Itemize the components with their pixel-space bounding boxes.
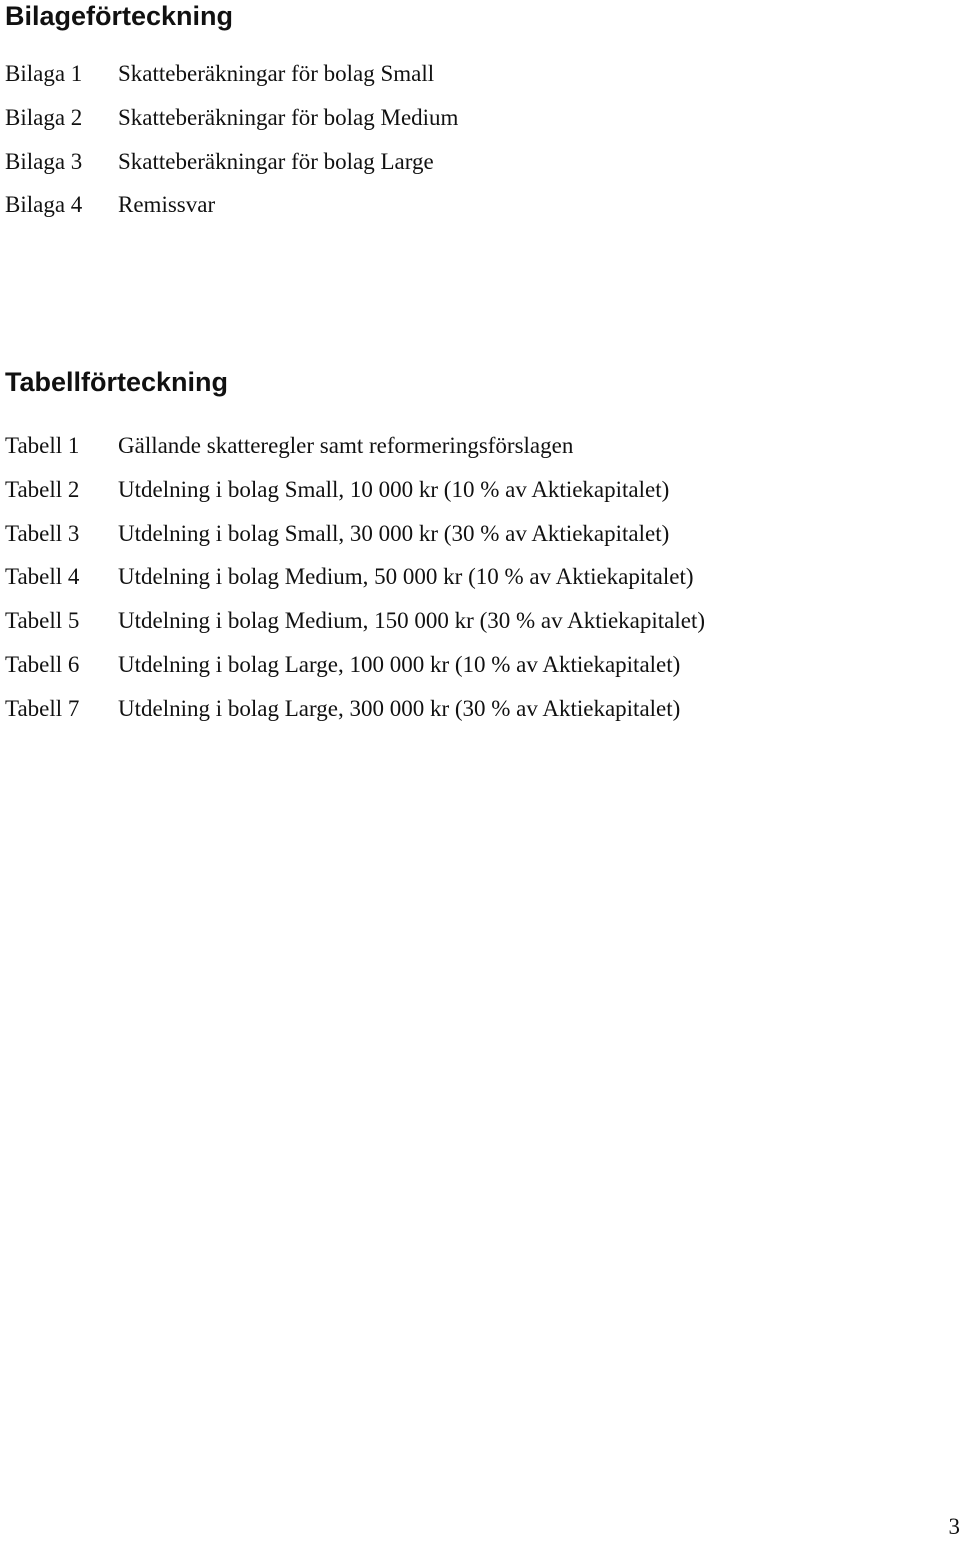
tabell-row bbox=[5, 693, 705, 737]
tabell-label: Tabell 4 bbox=[5, 564, 80, 590]
tabell-title: Utdelning i bolag Small, 10 000 kr (10 % av Aktiekapitalet) bbox=[118, 476, 670, 502]
bilaga-title: Skatteberäkningar för bolag Large bbox=[118, 148, 434, 174]
bilaga-title: Remissvar bbox=[118, 192, 216, 218]
tabell-row bbox=[5, 605, 705, 649]
bilaga-title: Skatteberäkningar för bolag Small bbox=[118, 61, 435, 86]
tabell-label: Tabell 3 bbox=[5, 520, 80, 546]
bilaga-row bbox=[5, 102, 458, 146]
tabell-title: Utdelning i bolag Large, 100 000 kr (10 % av Aktiekapitalet) bbox=[118, 651, 681, 677]
tabell-title: Utdelning i bolag Small, 30 000 kr (30 % av Aktiekapitalet) bbox=[118, 520, 670, 546]
tabell-label: Tabell 2 bbox=[5, 476, 80, 502]
page-number: 3 bbox=[948, 1514, 960, 1539]
tabeller-list bbox=[5, 430, 705, 737]
tabell-row bbox=[5, 518, 705, 562]
tabeller-heading: Tabellförteckning bbox=[5, 367, 229, 397]
bilaga-row bbox=[5, 58, 458, 102]
bilaga-label: Bilaga 2 bbox=[5, 104, 83, 130]
bilaga-label: Bilaga 3 bbox=[5, 148, 83, 174]
tabell-title: Utdelning i bolag Medium, 150 000 kr (30 % av Aktiekapitalet) bbox=[118, 608, 706, 634]
bilagor-list bbox=[5, 58, 458, 233]
tabell-label: Tabell 6 bbox=[5, 651, 80, 677]
tabell-row bbox=[5, 649, 705, 693]
tabell-title: Gällande skatteregler samt reformeringsförslagen bbox=[118, 433, 574, 458]
tabell-label: Tabell 1 bbox=[5, 433, 80, 458]
bilaga-label: Bilaga 1 bbox=[5, 61, 83, 86]
tabell-title: Utdelning i bolag Medium, 50 000 kr (10 % av Aktiekapitalet) bbox=[118, 564, 694, 590]
tabell-row bbox=[5, 430, 705, 474]
bilagor-heading: Bilageförteckning bbox=[5, 1, 234, 31]
tabell-title: Utdelning i bolag Large, 300 000 kr (30 % av Aktiekapitalet) bbox=[118, 695, 681, 721]
bilaga-label: Bilaga 4 bbox=[5, 192, 83, 218]
bilaga-row bbox=[5, 189, 458, 233]
bilaga-title: Skatteberäkningar för bolag Medium bbox=[118, 104, 459, 130]
tabell-row bbox=[5, 474, 705, 518]
tabell-label: Tabell 5 bbox=[5, 608, 80, 634]
tabell-row bbox=[5, 561, 705, 605]
tabell-label: Tabell 7 bbox=[5, 695, 80, 721]
bilaga-row bbox=[5, 146, 458, 190]
